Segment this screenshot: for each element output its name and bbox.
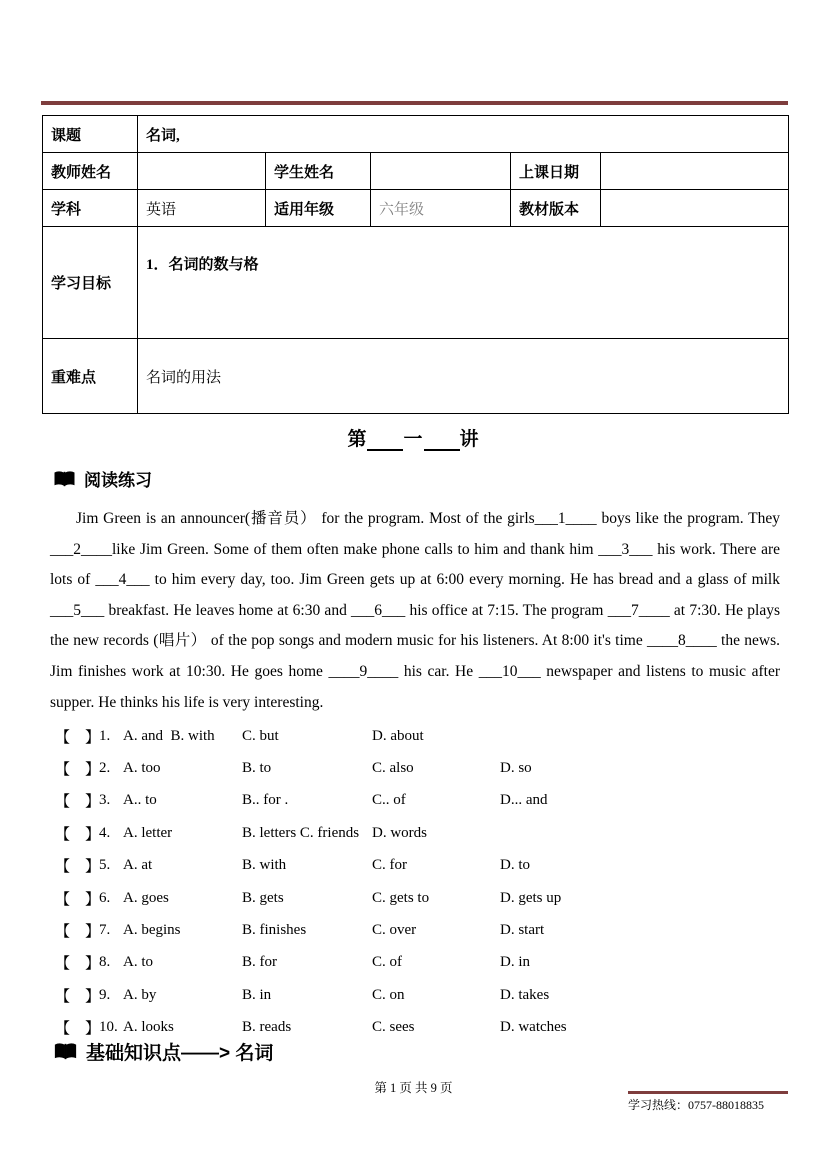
lecture-title bbox=[0, 424, 827, 451]
option-d: D. takes bbox=[500, 986, 550, 1003]
student-name-value-cell bbox=[371, 153, 511, 190]
question-row bbox=[55, 785, 785, 817]
question-row bbox=[55, 720, 785, 752]
topic-label-cell: 课题 bbox=[43, 116, 138, 153]
option-a: A. goes bbox=[123, 889, 169, 906]
question-number: 4. bbox=[99, 824, 111, 841]
option-a: A. looks bbox=[123, 1019, 174, 1036]
option-d: D. gets up bbox=[500, 889, 562, 906]
grade-label-cell: 适用年级 bbox=[266, 190, 371, 227]
lecture-title-prefix: 第 bbox=[347, 429, 368, 450]
textbook-value-cell bbox=[601, 190, 789, 227]
option-d: D. so bbox=[500, 760, 532, 777]
keypoints-label-cell: 重难点 bbox=[43, 339, 138, 414]
option-a: A. and B. with bbox=[123, 727, 215, 744]
topic-value-cell: 名词, bbox=[138, 116, 789, 153]
student-name-label-cell: 学生姓名 bbox=[266, 153, 371, 190]
objectives-value-cell: 1．名词的数与格 bbox=[138, 227, 789, 339]
lecture-title-suffix: 讲 bbox=[459, 429, 480, 450]
option-d: D. start bbox=[500, 922, 545, 939]
question-row bbox=[55, 947, 785, 979]
question-number: 10. bbox=[99, 1019, 118, 1036]
answer-bracket: 【 】 bbox=[55, 794, 101, 811]
option-a: A. by bbox=[123, 986, 157, 1003]
option-b: B.. for . bbox=[242, 792, 289, 809]
option-b: B. for bbox=[242, 954, 277, 971]
question-number: 8. bbox=[99, 954, 111, 971]
table-row-names bbox=[43, 153, 789, 190]
question-row bbox=[55, 882, 785, 914]
question-row bbox=[55, 914, 785, 946]
option-a: A.. to bbox=[123, 792, 157, 809]
grade-value-cell: 六年级 bbox=[371, 190, 511, 227]
answer-bracket: 【 】 bbox=[55, 1021, 101, 1038]
objectives-label-cell: 学习目标 bbox=[43, 227, 138, 339]
question-number: 6. bbox=[99, 889, 111, 906]
option-b: B. with bbox=[242, 857, 287, 874]
option-a: A. begins bbox=[123, 922, 181, 939]
answer-bracket: 【 】 bbox=[55, 891, 101, 908]
teacher-name-value-cell bbox=[138, 153, 266, 190]
option-b: B. to bbox=[242, 760, 272, 777]
basics-section-header bbox=[54, 1038, 273, 1065]
answer-bracket: 【 】 bbox=[55, 956, 101, 973]
option-a: A. at bbox=[123, 857, 153, 874]
question-row bbox=[55, 979, 785, 1011]
option-c: C. for bbox=[372, 857, 407, 874]
question-row bbox=[55, 850, 785, 882]
option-c: C. over bbox=[372, 922, 417, 939]
lecture-blank-line bbox=[367, 432, 403, 451]
teacher-name-label-cell: 教师姓名 bbox=[43, 153, 138, 190]
option-c: D. words bbox=[372, 824, 427, 841]
open-book-icon bbox=[54, 1043, 77, 1060]
question-list bbox=[55, 720, 785, 1044]
option-c: C. of bbox=[372, 954, 402, 971]
top-divider-rule bbox=[41, 101, 788, 105]
question-number: 2. bbox=[99, 760, 111, 777]
table-row-subject bbox=[43, 190, 789, 227]
answer-bracket: 【 】 bbox=[55, 924, 101, 941]
class-date-label-cell: 上课日期 bbox=[511, 153, 601, 190]
cloze-passage: Jim Green is an announcer(播音员） for the program. Most of the girls___1____ boys like the program. They ___2____like Jim Green. Some of them often make phone calls to him and thank him ___3___ his work. There are lots of ___4___ to him every day, too. Jim Green gets up at 6:00 every morning. He has bread and a glass of milk ___5___ breakfast. He leaves home at 6:30 and ___6___ his office at 7:15. The program ___7____ at 7:30. He plays the new records (唱片） of the pop songs and modern music for his listeners. At 8:00 it's time ____8____ the news. Jim finishes work at 10:30. He goes home ____9____ his car. He ___10___ newspaper and listens to music after supper. He thinks his life is very interesting. bbox=[50, 510, 780, 711]
class-date-value-cell bbox=[601, 153, 789, 190]
course-info-table bbox=[42, 115, 789, 414]
answer-bracket: 【 】 bbox=[55, 826, 101, 843]
option-d: D. watches bbox=[500, 1019, 567, 1036]
option-d: D. to bbox=[500, 857, 530, 874]
answer-bracket: 【 】 bbox=[55, 988, 101, 1005]
subject-value-cell: 英语 bbox=[138, 190, 266, 227]
option-b: B. finishes bbox=[242, 922, 307, 939]
subject-label-cell: 学科 bbox=[43, 190, 138, 227]
option-c: C. sees bbox=[372, 1019, 415, 1036]
question-number: 9. bbox=[99, 986, 111, 1003]
option-c: C. also bbox=[372, 760, 414, 777]
keypoints-value-cell: 名词的用法 bbox=[138, 339, 789, 414]
option-b: B. reads bbox=[242, 1019, 292, 1036]
table-row-keypoints bbox=[43, 339, 789, 414]
question-row bbox=[55, 752, 785, 784]
lecture-title-number: 一 bbox=[403, 429, 424, 450]
basics-section-title: 基础知识点——> 名词 bbox=[86, 1043, 274, 1064]
answer-bracket: 【 】 bbox=[55, 729, 101, 746]
lecture-blank-line bbox=[424, 432, 460, 451]
page-number-footer: 第 1 页 共 9 页 bbox=[374, 1081, 453, 1095]
table-row-topic bbox=[43, 116, 789, 153]
question-number: 1. bbox=[99, 727, 111, 744]
option-c: D. about bbox=[372, 727, 424, 744]
option-c: C. on bbox=[372, 986, 405, 1003]
option-b: B. letters C. friends bbox=[242, 824, 360, 841]
question-number: 3. bbox=[99, 792, 111, 809]
reading-section-title: 阅读练习 bbox=[84, 471, 152, 490]
question-number: 5. bbox=[99, 857, 111, 874]
option-c: C.. of bbox=[372, 792, 406, 809]
option-b: B. in bbox=[242, 986, 272, 1003]
question-row bbox=[55, 817, 785, 849]
table-row-objectives bbox=[43, 227, 789, 339]
question-number: 7. bbox=[99, 922, 111, 939]
option-c: C. gets to bbox=[372, 889, 430, 906]
option-b: C. but bbox=[242, 727, 279, 744]
option-a: A. letter bbox=[123, 824, 173, 841]
option-b: B. gets bbox=[242, 889, 284, 906]
open-book-icon bbox=[54, 471, 75, 487]
answer-bracket: 【 】 bbox=[55, 762, 101, 779]
option-a: A. to bbox=[123, 954, 153, 971]
option-a: A. too bbox=[123, 760, 161, 777]
reading-section-header bbox=[54, 466, 152, 491]
hotline-footer: 学习热线：0757-88018835 bbox=[628, 1091, 788, 1113]
answer-bracket: 【 】 bbox=[55, 859, 101, 876]
textbook-label-cell: 教材版本 bbox=[511, 190, 601, 227]
option-d: D... and bbox=[500, 792, 548, 809]
option-d: D. in bbox=[500, 954, 530, 971]
